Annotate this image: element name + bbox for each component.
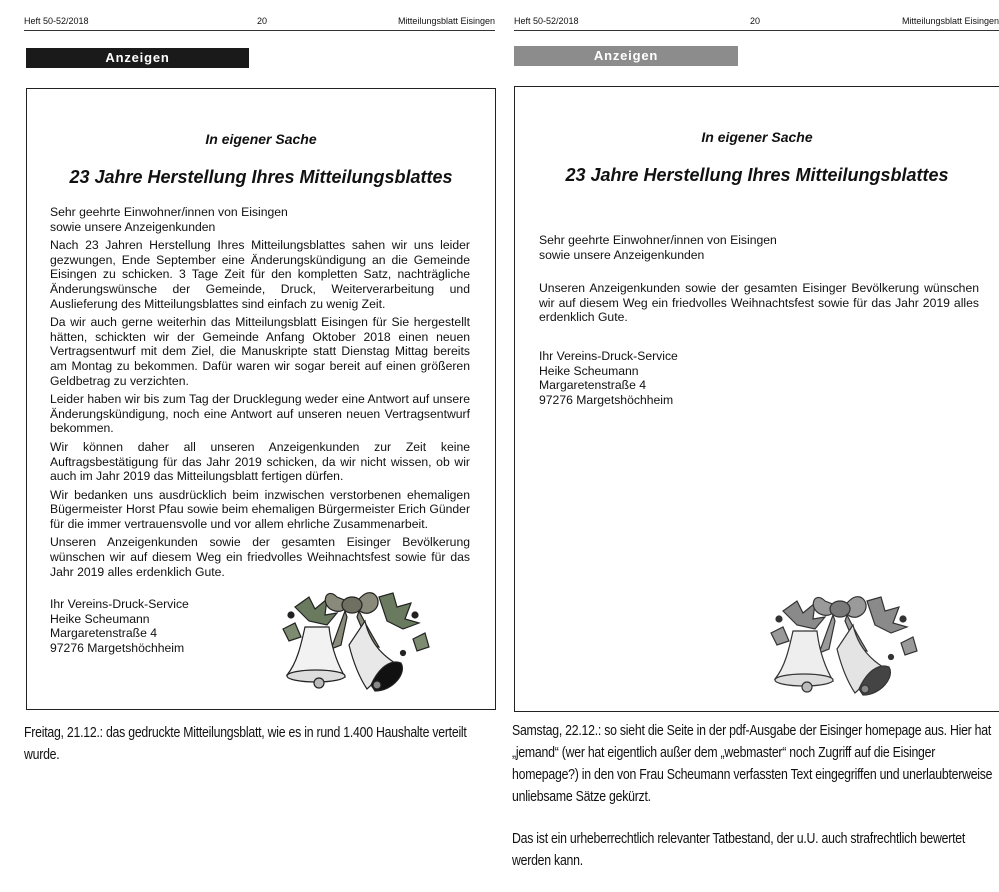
signature-block <box>50 597 189 655</box>
notice-box <box>514 86 999 712</box>
notice-title: 23 Jahre Herstellung Ihres Mitteilungsblattes <box>565 165 949 185</box>
signature-line: Heike Scheumann <box>539 363 639 378</box>
publication-name: Mitteilungsblatt Eisingen <box>901 16 999 26</box>
publication-name: Mitteilungsblatt Eisingen <box>397 16 495 26</box>
section-banner: Anzeigen <box>514 46 738 66</box>
caption-text: Freitag, 21.12.: das gedruckte Mitteilungsblatt, wie es in rund 1.400 Haushalte verteilt wurde. <box>24 724 467 763</box>
notice-title: 23 Jahre Herstellung Ihres Mitteilungsblattes <box>69 167 453 187</box>
signature-line: Ihr Vereins-Druck-Service <box>539 349 678 363</box>
signature-line: Margaretenstraße 4 <box>50 626 158 641</box>
paragraph: Unseren Anzeigenkunden sowie der gesamten Eisinger Bevölkerung wünschen wir auf diesem Weg ein friedvolles Weihnachtsfest sowie für das Jahr 2019 alles erdenklich Gute. <box>50 535 470 579</box>
greeting-line-1: Sehr geehrte Einwohner/innen von Eisingen <box>539 233 777 247</box>
notice-body <box>539 233 979 344</box>
notice-body <box>50 205 470 583</box>
page-number: 20 <box>750 16 761 26</box>
paragraph: Nach 23 Jahren Herstellung Ihres Mitteilungsblattes sahen wir uns leider gezwungen, Ende September eine Änderungskündigung an die Gemeinde Eisingen zu schicken. 3 Tage Zeit für den kompletten Satz, nachträgliche Änderungswünsche der Gemeinde, Druck, Weiterverarbeitung und Auslieferung des Mitteilungsblattes sind einfach zu wenig Zeit. <box>50 238 470 311</box>
section-banner: Anzeigen <box>26 48 249 68</box>
christmas-bells-icon <box>275 567 433 697</box>
greeting <box>539 233 979 262</box>
signature-line: Heike Scheumann <box>50 611 150 626</box>
signature-line: 97276 Margetshöchheim <box>539 392 674 407</box>
signature-line: Margaretenstraße 4 <box>539 378 647 393</box>
issue-label: Heft 50-52/2018 <box>514 16 579 26</box>
page-header <box>514 16 999 30</box>
header-rule <box>514 30 999 31</box>
page-header <box>24 16 495 30</box>
signature-block <box>539 349 678 407</box>
greeting <box>50 205 470 234</box>
page-number: 20 <box>257 16 268 26</box>
greeting-line-2: sowie unsere Anzeigenkunden <box>539 247 705 262</box>
signature-line: Ihr Vereins-Druck-Service <box>50 597 189 611</box>
caption-text: Das ist ein urheberrechtlich relevanter Tatbestand, der u.U. auch strafrechtlich bewertet werden kann. <box>512 830 966 869</box>
pdf-page <box>504 0 999 712</box>
caption-printed <box>24 722 483 786</box>
notice-intro: In eigener Sache <box>701 129 813 145</box>
issue-label: Heft 50-52/2018 <box>24 16 89 26</box>
paragraph: Wir können daher all unseren Anzeigenkunden zur Zeit keine Auftragsbestätigung für das Jahr 2019 schicken, da wir nicht wissen, ob wir auch im Jahr 2019 das Mitteilungsblatt fertigen dürfen. <box>50 439 470 484</box>
notice-box <box>26 88 496 710</box>
header-rule <box>24 30 495 31</box>
paragraph: Unseren Anzeigenkunden sowie der gesamten Eisinger Bevölkerung wünschen wir auf diesem Weg ein friedvolles Weihnachtsfest sowie für das Jahr 2019 alles erdenklich Gute. <box>539 281 979 325</box>
caption-pdf <box>512 720 996 892</box>
printed-page <box>0 0 495 712</box>
signature-line: 97276 Margetshöchheim <box>50 640 185 655</box>
caption-text: Samstag, 22.12.: so sieht die Seite in der pdf-Ausgabe der Eisinger homepage aus. Hier hat „jemand“ (wer hat eigentlich außer dem „webmaster“ noch Zugriff auf die Eisinger homepage?) in den von Frau Scheumann verfassten Text eingegriffen und unerlaubterweise unliebsame Sätze gekürzt. <box>512 722 993 805</box>
paragraph: Leider haben wir bis zum Tag der Drucklegung weder eine Antwort auf unsere Änderungskündigung, noch eine Antwort auf unseren neuen Vertragsentwurf bekommen. <box>50 392 470 436</box>
notice-intro: In eigener Sache <box>205 131 317 147</box>
paragraph: Wir bedanken uns ausdrücklich beim inzwischen verstorbenen ehemaligen Bügermeister Horst Pfau sowie beim ehemaligen Bürgermeister Erich Günder für die immer vertrauensvolle und vor allem ehrliche Zusammenarbeit. <box>50 487 470 531</box>
greeting-line-2: sowie unsere Anzeigenkunden <box>50 219 216 234</box>
christmas-bells-icon <box>763 571 921 701</box>
paragraph: Da wir auch gerne weiterhin das Mitteilungsblatt Eisingen für Sie hergestellt hätten, schickten wir der Gemeinde Anfang Oktober 2018 einen neuen Vertragsentwurf mit dem Ziel, die Manuskripte statt Dienstag Mittag bereits am Montag zu bekommen. Dafür waren wir sogar bereit auf einen größeren Geldbetrag zu verzichten. <box>50 315 470 388</box>
greeting-line-1: Sehr geehrte Einwohner/innen von Eisingen <box>50 205 288 219</box>
